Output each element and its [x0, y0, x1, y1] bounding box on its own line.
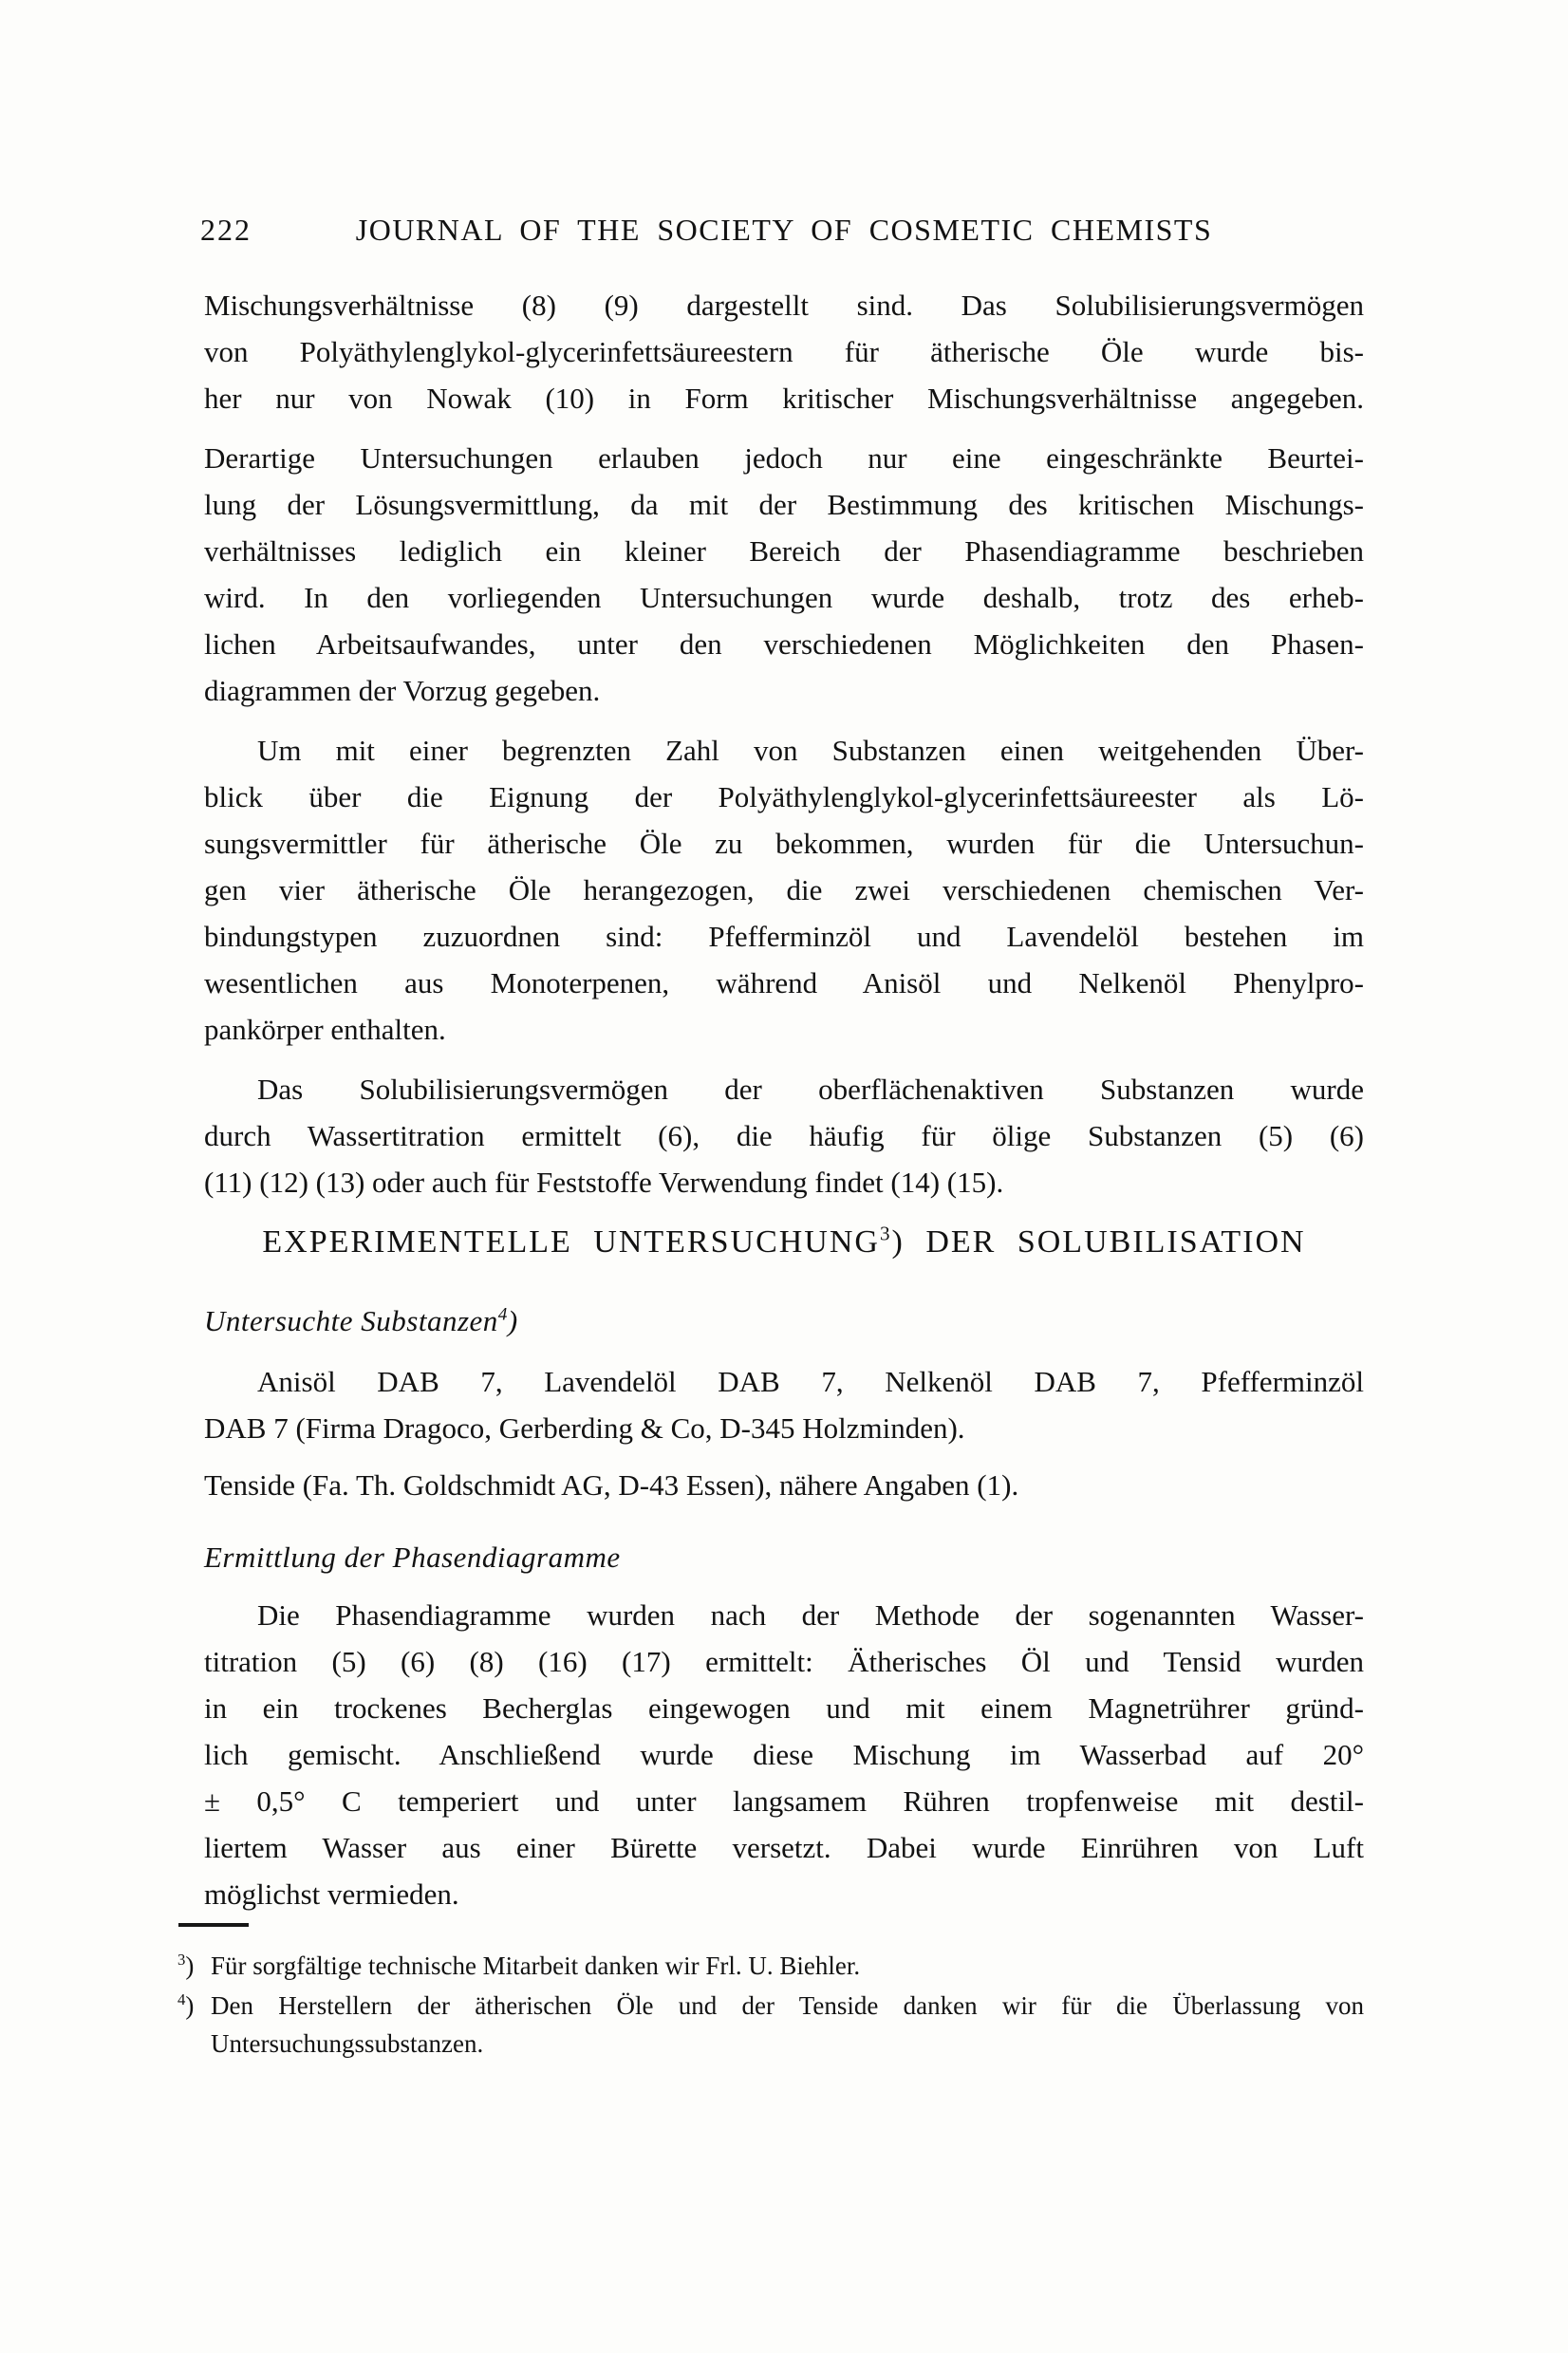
- subheading-text: Ermittlung der Phasendiagramme: [204, 1541, 621, 1574]
- page-number: 222: [200, 213, 252, 247]
- text-line: möglichst vermieden.: [204, 1877, 459, 1911]
- body-paragraph-6: [204, 1462, 1364, 1508]
- section-heading-text: ) DER SOLUBILISATION: [891, 1224, 1306, 1260]
- text-line: von Polyäthylenglykol-glycerinfettsäureestern für ätherische Öle wurde bis-: [204, 335, 1364, 368]
- text-line: in ein trockenes Becherglas eingewogen und mit einem Magnetrührer gründ-: [204, 1691, 1364, 1725]
- body-paragraph-3: [204, 727, 1364, 1053]
- journal-title: JOURNAL OF THE SOCIETY OF COSMETIC CHEMISTS: [355, 213, 1213, 247]
- text-block: [177, 0, 1364, 2353]
- text-line: Den Herstellern der ätherischen Öle und der Tenside danken wir für die Überlassung von: [211, 1991, 1364, 2020]
- text-line: Um mit einer begrenzten Zahl von Substanzen einen weitgehenden Über-: [257, 734, 1364, 767]
- text-line: Untersuchungssubstanzen.: [211, 2029, 484, 2058]
- body-paragraph-2: [204, 435, 1364, 714]
- text-line: Derartige Untersuchungen erlauben jedoch nur eine eingeschränkte Beurtei-: [204, 441, 1364, 475]
- running-head: [200, 213, 1364, 252]
- section-heading-experimentelle-untersuchung: [204, 1223, 1364, 1261]
- text-line: gen vier ätherische Öle herangezogen, die zwei verschiedenen chemischen Ver-: [204, 873, 1364, 906]
- text-line: Die Phasendiagramme wurden nach der Methode der sogenannten Wasser-: [257, 1598, 1364, 1632]
- text-line: DAB 7 (Firma Dragoco, Gerberding & Co, D-345 Holzminden).: [204, 1411, 965, 1445]
- text-line: Mischungsverhältnisse (8) (9) dargestellt sind. Das Solubilisierungsvermögen: [204, 289, 1364, 322]
- text-line: blick über die Eignung der Polyäthylenglykol-glycerinfettsäureester als Lö-: [204, 780, 1364, 813]
- footnote-4: [177, 1987, 1364, 2063]
- subheading-ermittlung-der-phasendiagramme: [204, 1539, 1364, 1577]
- text-line: Das Solubilisierungsvermögen der oberflächenaktiven Substanzen wurde: [257, 1073, 1364, 1106]
- text-line: diagrammen der Vorzug gegeben.: [204, 674, 601, 707]
- text-line: lung der Lösungsvermittlung, da mit der Bestimmung des kritischen Mischungs-: [204, 488, 1364, 521]
- text-line: bindungstypen zuzuordnen sind: Pfefferminzöl und Lavendelöl bestehen im: [204, 920, 1364, 953]
- text-line: ± 0,5° C temperiert und unter langsamem Rühren tropfenweise mit destil-: [204, 1784, 1364, 1818]
- text-line: verhältnisses lediglich ein kleiner Bereich der Phasendiagramme beschrieben: [204, 534, 1364, 568]
- text-line: lich gemischt. Anschließend wurde diese Mischung im Wasserbad auf 20°: [204, 1738, 1364, 1771]
- subheading-text: ): [507, 1304, 518, 1337]
- text-line: wird. In den vorliegenden Untersuchungen wurde deshalb, trotz des erheb-: [204, 581, 1364, 614]
- text-line: Tenside (Fa. Th. Goldschmidt AG, D-43 Essen), nähere Angaben (1).: [204, 1468, 1019, 1502]
- section-heading-text: EXPERIMENTELLE UNTERSUCHUNG: [262, 1224, 880, 1260]
- text-line: pankörper enthalten.: [204, 1013, 446, 1046]
- subheading-text: Untersuchte Substanzen: [204, 1304, 498, 1337]
- text-line: sungsvermittler für ätherische Öle zu bekommen, wurden für die Untersuchun-: [204, 827, 1364, 860]
- text-line: durch Wassertitration ermittelt (6), die häufig für ölige Substanzen (5) (6): [204, 1119, 1364, 1152]
- text-line: Anisöl DAB 7, Lavendelöl DAB 7, Nelkenöl DAB 7, Pfefferminzöl: [257, 1365, 1364, 1398]
- footnote-separator-rule: [178, 1923, 249, 1927]
- text-line: lichen Arbeitsaufwandes, unter den verschiedenen Möglichkeiten den Phasen-: [204, 627, 1364, 661]
- subheading-untersuchte-substanzen: [204, 1302, 1364, 1340]
- text-line: liertem Wasser aus einer Bürette versetzt. Dabei wurde Einrühren von Luft: [204, 1831, 1364, 1864]
- text-line: titration (5) (6) (8) (16) (17) ermittelt: Ätherisches Öl und Tensid wurden: [204, 1645, 1364, 1678]
- text-line: wesentlichen aus Monoterpenen, während Anisöl und Nelkenöl Phenylpro-: [204, 966, 1364, 999]
- footnote-reference-4: 4: [497, 1304, 508, 1325]
- body-paragraph-1: [204, 282, 1364, 421]
- body-paragraph-7: [204, 1592, 1364, 1917]
- text-line: Für sorgfältige technische Mitarbeit danken wir Frl. U. Biehler.: [211, 1951, 861, 1980]
- text-line: her nur von Nowak (10) in Form kritischer Mischungsverhältnisse angegeben.: [204, 382, 1364, 415]
- footnote-marker: $^4$): [177, 1990, 195, 2020]
- footnote-3: [177, 1947, 1364, 1985]
- footnote-marker: $^3$): [177, 1951, 195, 1980]
- text-line: (11) (12) (13) oder auch für Feststoffe Verwendung findet (14) (15).: [204, 1166, 1004, 1199]
- body-paragraph-4: [204, 1066, 1364, 1205]
- body-paragraph-5: [204, 1358, 1364, 1451]
- footnote-reference-3: 3: [879, 1222, 892, 1245]
